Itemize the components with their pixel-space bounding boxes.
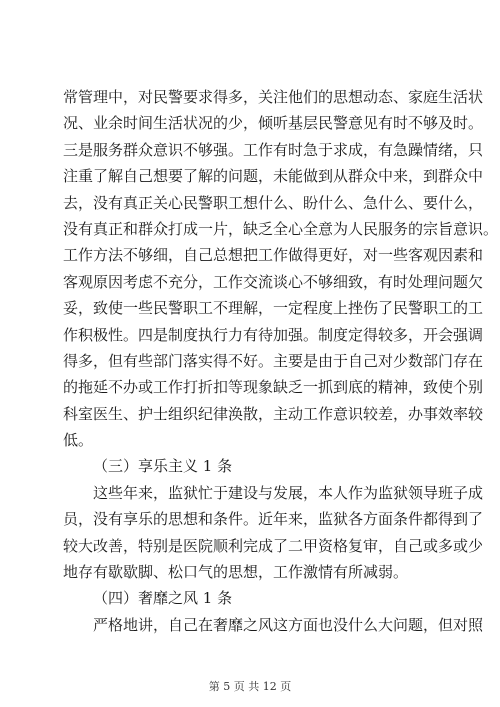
text-line: 作积极性。四是制度执行力有待加强。制度定得较多，开会强调 — [63, 325, 484, 344]
text-line: 去，没有真正关心民警职工想什么、盼什么、急什么、要什么， — [63, 193, 484, 212]
text-line: 员，没有享乐的思想和条件。近年来，监狱各方面条件都得到了 — [63, 510, 484, 529]
text-line: 低。 — [63, 431, 94, 450]
text-line: 没有真正和群众打成一片，缺乏全心全意为人民服务的宗旨意识。 — [63, 219, 499, 238]
text-line: 的拖延不办或工作打折扣等现象缺乏一抓到底的精神，致使个别 — [63, 378, 484, 397]
text-line: 常管理中，对民警要求得多，关注他们的思想动态、家庭生活状 — [63, 88, 484, 106]
body-text — [63, 84, 499, 638]
text-line: 科室医生、护士组织纪律涣散，主动工作意识较差，办事效率较 — [63, 404, 484, 423]
text-line: 严格地讲，自己在奢靡之风这方面也没什么大问题，但对照 — [93, 615, 484, 634]
text-line: 得多，但有些部门落实得不好。主要是由于自己对少数部门存在 — [63, 351, 484, 370]
text-line: 妥，致使一些民警职工不理解，一定程度上挫伤了民警职工的工 — [63, 299, 484, 318]
text-line: 客观原因考虑不充分，工作交流谈心不够细致，有时处理问题欠 — [63, 272, 484, 291]
text-line: 注重了解自己想要了解的问题，未能做到从群众中来，到群众中 — [63, 167, 484, 186]
text-line: 这些年来，监狱忙于建设与发展，本人作为监狱领导班子成 — [93, 483, 484, 502]
section-heading: （三）享乐主义 1 条 — [93, 457, 233, 476]
section-heading: （四）奢靡之风 1 条 — [93, 589, 233, 608]
text-line: 况、业余时间生活状况的少，倾听基层民警意见有时不够及时。 — [63, 114, 484, 133]
text-line: 较大改善，特别是医院顺利完成了二甲资格复审，自己或多或少 — [63, 536, 484, 555]
text-line: 地存有歇歇脚、松口气的思想，工作激情有所减弱。 — [63, 563, 409, 582]
page-footer: 第 5 页 共 12 页 — [208, 680, 292, 693]
text-line: 三是服务群众意识不够强。工作有时急于求成，有急躁情绪，只 — [63, 140, 484, 159]
text-line: 工作方法不够细，自己总想把工作做得更好，对一些客观因素和 — [63, 246, 484, 265]
